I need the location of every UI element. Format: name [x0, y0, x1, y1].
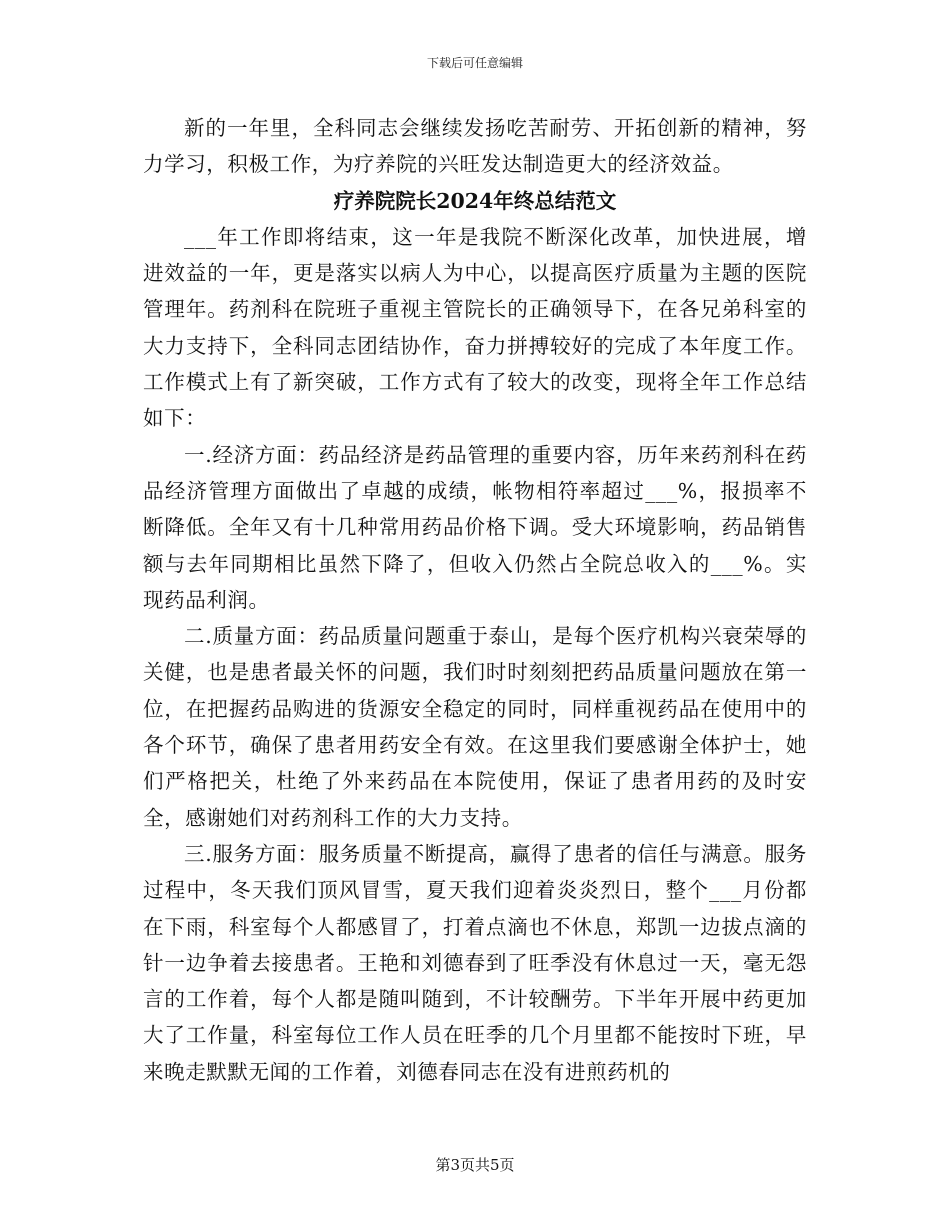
header-note: 下载后可任意编辑 — [426, 56, 523, 70]
document-title: 疗养院院长2024年终总结范文 — [333, 188, 617, 213]
document-body — [143, 110, 807, 1090]
paragraph-service: 三.服务方面：服务质量不断提高，赢得了患者的信任与满意。服务过程中，冬天我们顶风冒雪，夏天我们迎着炎炎烈日，整个___月份都在下雨，科室每个人都感冒了，打着点滴也不休息，郑凯一边拔点滴的针一边争着去接患者。王艳和刘德春到了旺季没有休息过一天，毫无怨言的工作着，每个人都是随叫随到，不计较酬劳。下半年开展中药更加大了工作量，科室每位工作人员在旺季的几个月里都不能按时下班，早来晚走默默无闻的工作着，刘德春同志在没有进煎药机的 — [143, 841, 807, 1084]
paragraph-quality: 二.质量方面：药品质量问题重于泰山，是每个医疗机构兴衰荣辱的关健，也是患者最关怀的问题，我们时时刻刻把药品质量问题放在第一位，在把握药品购进的货源安全稳定的同时，同样重视药品在使用中的各个环节，确保了患者用药安全有效。在这里我们要感谢全体护士，她们严格把关，杜绝了外来药品在本院使用，保证了患者用药的及时安全，感谢她们对药剂科工作的大力支持。 — [143, 624, 807, 830]
paragraph-opening: ___年工作即将结束，这一年是我院不断深化改革，加快进展，增进效益的一年，更是落实以病人为中心，以提高医疗质量为主题的医院管理年。药剂科在院班子重视主管院长的正确领导下，在各兄弟科室的大力支持下，全科同志团结协作，奋力拼搏较好的完成了本年度工作。工作模式上有了新突破，工作方式有了较大的改变，现将全年工作总结如下： — [143, 224, 807, 431]
page-number: 第3页共5页 — [435, 1156, 515, 1174]
intro-paragraph: 新的一年里，全科同志会继续发扬吃苦耐劳、开拓创新的精神，努力学习，积极工作，为疗养院的兴旺发达制造更大的经济效益。 — [143, 116, 807, 177]
paragraph-economy: 一.经济方面：药品经济是药品管理的重要内容，历年来药剂科在药品经济管理方面做出了卓越的成绩，帐物相符率超过___%，报损率不断降低。全年又有十几种常用药品价格下调。受大环境影响，药品销售额与去年同期相比虽然下降了，但收入仍然占全院总收入的___%。实现药品利润。 — [143, 442, 807, 612]
